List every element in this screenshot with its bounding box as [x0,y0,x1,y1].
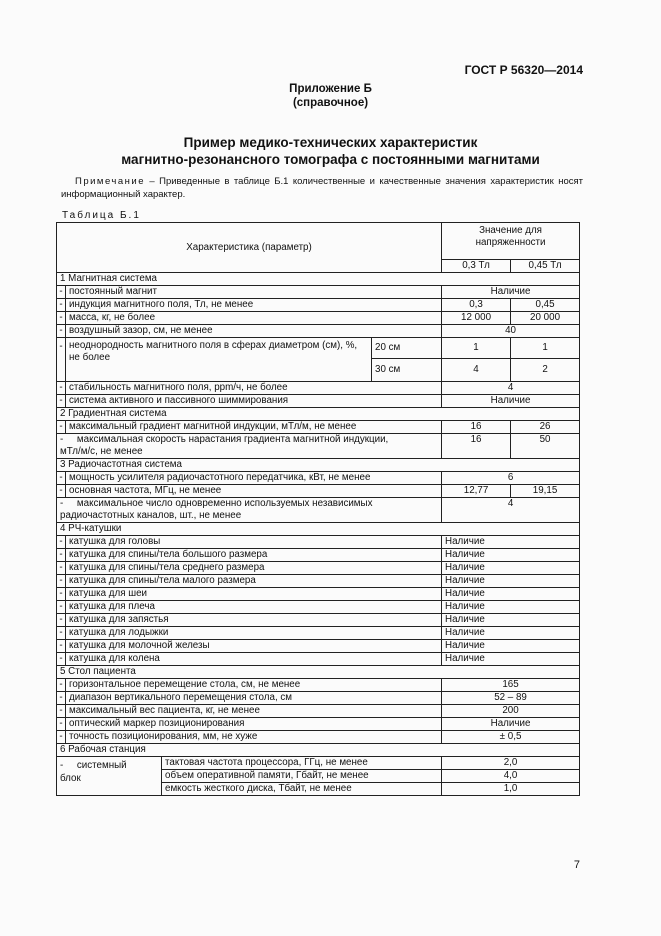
note-text: – Приведенные в таблице Б.1 количественные и качественные значения характеристик носят информационный характер. [61,176,583,200]
table-row: объем оперативной памяти, Гбайт, не менее 4,0 [57,770,580,783]
title-line-1: Пример медико-технических характеристик [183,135,478,150]
table-row: - максимальная скорость нарастания градиента магнитной индукции, мТл/м/с, не менее 16 50 [57,434,580,459]
table-row: - диапазон вертикального перемещения стола, см 52 – 89 [57,692,580,705]
header-03: 0,3 Тл [442,260,511,273]
section-coils: 4 РЧ-катушки [57,523,580,536]
table-caption: Таблица Б.1 [62,210,141,221]
table-row: - масса, кг, не более 12 000 20 000 [57,312,580,325]
table-row: - катушка для запястья Наличие [57,614,580,627]
section-magnetic: 1 Магнитная система [57,273,580,286]
table-row: - катушка для колена Наличие [57,653,580,666]
table-row: - максимальное число одновременно используемых независимых радиочастотных каналов, шт., не менее 4 [57,498,580,523]
section-gradient: 2 Градиентная система [57,408,580,421]
table-row: - катушка для лодыжки Наличие [57,627,580,640]
table-row: - мощность усилителя радиочастотного передатчика, кВт, не менее 6 [57,472,580,485]
table-row: - точность позиционирования, мм, не хуже ± 0,5 [57,731,580,744]
note-label: Примечание [75,176,145,187]
standard-number: ГОСТ Р 56320—2014 [464,63,583,77]
header-characteristic: Характеристика (параметр) [57,223,442,273]
header-value: Значение для напряженности [442,223,580,260]
section-workstation: 6 Рабочая станция [57,744,580,757]
table-row: - катушка для спины/тела среднего размера Наличие [57,562,580,575]
table-row: - система активного и пассивного шиммирования Наличие [57,395,580,408]
table-row: - воздушный зазор, см, не менее 40 [57,325,580,338]
table-row: - катушка для головы Наличие [57,536,580,549]
section-rf: 3 Радиочастотная система [57,459,580,472]
title-line-2: магнитно-резонансного томографа с постоянными магнитами [121,152,540,167]
appendix-title: Приложение Б [289,83,372,95]
page-number: 7 [573,859,580,871]
table-row: - индукция магнитного поля, Тл, не менее 0,3 0,45 [57,299,580,312]
note [61,175,583,201]
header-045: 0,45 Тл [511,260,580,273]
table-row: - неоднородность магнитного поля в сферах диаметром (см), %, не более 20 см 1 1 [57,338,580,359]
table-row: - горизонтальное перемещение стола, см, не менее 165 [57,679,580,692]
table-row: - оптический маркер позиционирования Наличие [57,718,580,731]
table-row: - катушка для молочной железы Наличие [57,640,580,653]
document-title [0,134,661,168]
table-row: - катушка для спины/тела малого размера Наличие [57,575,580,588]
table-row: - постоянный магнит Наличие [57,286,580,299]
table-row: - катушка для спины/тела большого размера Наличие [57,549,580,562]
appendix-heading [0,82,661,110]
table-row: - максимальный вес пациента, кг, не менее 200 [57,705,580,718]
table-row: - основная частота, МГц, не менее 12,77 19,15 [57,485,580,498]
section-table: 5 Стол пациента [57,666,580,679]
appendix-subtitle: (справочное) [292,97,369,109]
table-row: - максимальный градиент магнитной индукции, мТл/м, не менее 16 26 [57,421,580,434]
characteristics-table [56,222,580,796]
table-row: - стабильность магнитного поля, ppm/ч, не более 4 [57,382,580,395]
table-row: - системный блок тактовая частота процессора, ГГц, не менее 2,0 [57,757,580,770]
table-row: - катушка для плеча Наличие [57,601,580,614]
table-row: - катушка для шеи Наличие [57,588,580,601]
table-row: емкость жесткого диска, Тбайт, не менее 1,0 [57,783,580,796]
table-row: 30 см 4 2 [57,359,580,382]
